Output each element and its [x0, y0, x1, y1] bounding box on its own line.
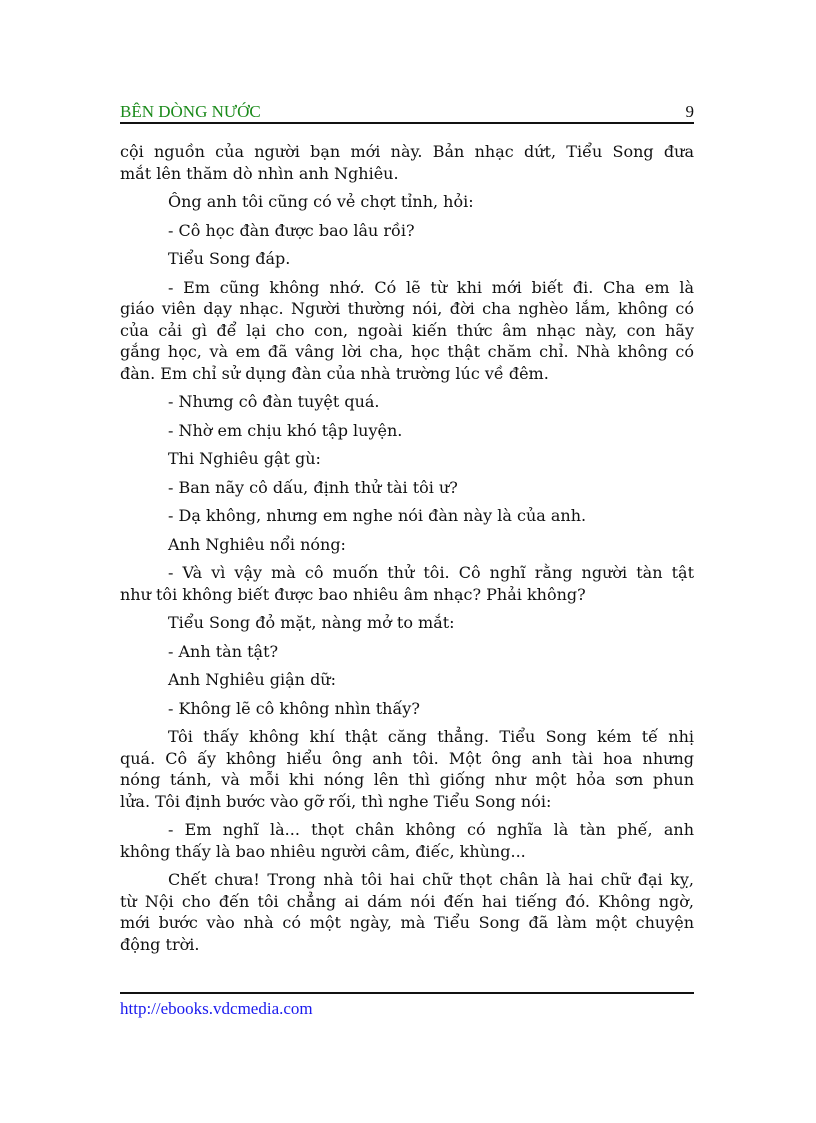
page-body: [120, 141, 694, 962]
text-line: Tôi thấy không khí thật căng thẳng. Tiểu Song kém tế nhị: [168, 727, 694, 746]
text-line: nóng tánh, và mỗi khi nóng lên thì giống như một hỏa sơn phun: [120, 770, 694, 789]
paragraph: [120, 819, 694, 862]
text-line: - Em nghĩ là... thọt chân không có nghĩa là tàn phế, anh: [168, 820, 694, 839]
text-line: Thi Nghiêu gật gù:: [168, 449, 321, 468]
text-line: mắt lên thăm dò nhìn anh Nghiêu.: [120, 163, 399, 183]
text-line: - Cô học đàn được bao lâu rồi?: [168, 220, 415, 240]
page-number: 9: [685, 102, 694, 121]
text-line: cội nguồn của người bạn mới này. Bản nhạc dứt, Tiểu Song đưa: [120, 142, 694, 161]
paragraph: [120, 248, 694, 270]
paragraph: [120, 562, 694, 605]
text-line: quá. Cô ấy không hiểu ông anh tôi. Một ông anh tài hoa nhưng: [120, 748, 694, 768]
text-line: giáo viên dạy nhạc. Người thường nói, đời cha nghèo lắm, không có: [120, 299, 694, 318]
text-line: - Và vì vậy mà cô muốn thử tôi. Cô nghĩ rằng người tàn tật: [168, 563, 694, 582]
text-line: gắng học, và em đã vâng lời cha, học thật chăm chỉ. Nhà không có: [120, 342, 694, 361]
text-line: Anh Nghiêu nổi nóng:: [168, 534, 346, 554]
text-line: Tiểu Song đáp.: [168, 249, 291, 268]
text-line: không thấy là bao nhiêu người câm, điếc, khùng...: [120, 841, 526, 861]
text-line: - Ban nãy cô dấu, định thử tài tôi ư?: [168, 477, 458, 497]
text-line: - Em cũng không nhớ. Có lẽ từ khi mới biết đi. Cha em là: [168, 277, 694, 297]
text-line: Anh Nghiêu giận dữ:: [168, 670, 336, 689]
text-line: của cải gì để lại cho con, ngoài kiến thức âm nhạc này, con hãy: [120, 320, 694, 340]
text-line: - Anh tàn tật?: [168, 641, 279, 661]
text-line: - Dạ không, nhưng em nghe nói đàn này là của anh.: [168, 506, 587, 525]
paragraph: [120, 141, 694, 184]
paragraph: [120, 505, 694, 527]
paragraph: [120, 641, 694, 663]
paragraph: [120, 477, 694, 499]
text-line: như tôi không biết được bao nhiêu âm nhạc? Phải không?: [120, 584, 586, 604]
footer-link[interactable]: http://ebooks.vdcmedia.com: [120, 999, 313, 1018]
paragraph: [120, 391, 694, 413]
paragraph: [120, 669, 694, 691]
paragraph: [120, 420, 694, 442]
text-line: - Nhờ em chịu khó tập luyện.: [168, 420, 403, 440]
page-footer: [120, 992, 694, 1018]
paragraph: [120, 534, 694, 556]
paragraph: [120, 612, 694, 634]
text-line: Ông anh tôi cũng có vẻ chợt tỉnh, hỏi:: [168, 192, 474, 211]
text-line: động trời.: [120, 934, 200, 954]
paragraph: [120, 220, 694, 242]
paragraph: [120, 726, 694, 812]
paragraph: [120, 191, 694, 213]
text-line: mới bước vào nhà có một ngày, mà Tiểu Song đã làm một chuyện: [120, 913, 694, 932]
text-line: lửa. Tôi định bước vào gỡ rối, thì nghe Tiểu Song nói:: [120, 791, 552, 811]
text-line: - Nhưng cô đàn tuyệt quá.: [168, 392, 380, 411]
text-line: Tiểu Song đỏ mặt, nàng mở to mắt:: [168, 613, 455, 632]
text-line: Chết chưa! Trong nhà tôi hai chữ thọt chân là hai chữ đại kỵ,: [168, 870, 694, 889]
paragraph: [120, 698, 694, 720]
text-line: từ Nội cho đến tôi chẳng ai dám nói đến hai tiếng đó. Không ngờ,: [120, 891, 694, 911]
text-line: đàn. Em chỉ sử dụng đàn của nhà trường lúc về đêm.: [120, 363, 549, 383]
page-header: [120, 100, 694, 124]
text-line: - Không lẽ cô không nhìn thấy?: [168, 698, 420, 718]
paragraph: [120, 277, 694, 385]
paragraph: [120, 869, 694, 955]
running-title: BÊN DÒNG NƯỚC: [120, 102, 261, 121]
paragraph: [120, 448, 694, 470]
